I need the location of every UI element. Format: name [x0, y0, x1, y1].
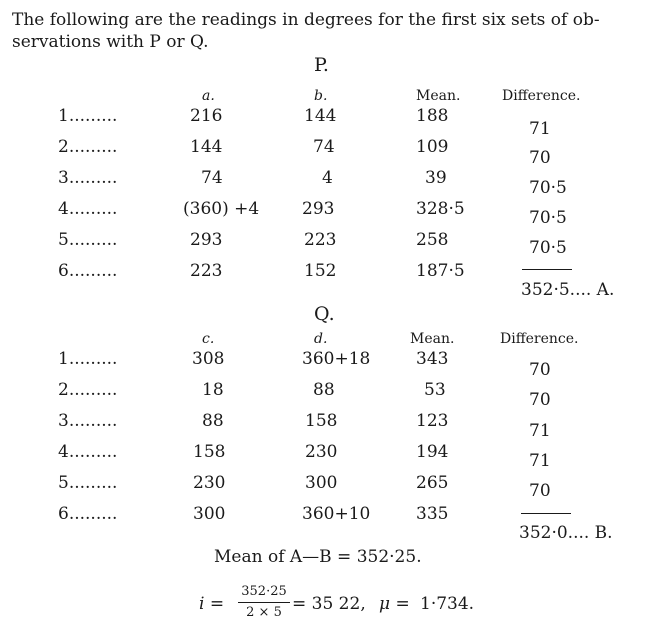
difference-value: 70	[529, 148, 551, 168]
difference-value: 70	[529, 390, 551, 410]
row-label: 1.........	[58, 349, 118, 369]
cell-b: 152	[304, 261, 337, 281]
cell-d: 158	[305, 411, 338, 431]
cell-c: 88	[202, 411, 224, 431]
cell-d: 88	[313, 380, 335, 400]
cell-b: 223	[304, 230, 337, 250]
cell-mean: 258	[416, 230, 449, 250]
cell-mean: 328·5	[416, 199, 465, 219]
difference-value: 70·5	[529, 178, 567, 198]
cell-mean: 194	[416, 442, 449, 462]
cell-a: 223	[190, 261, 223, 281]
table-p-header-a: a.	[202, 88, 215, 104]
cell-c: 300	[193, 504, 226, 524]
difference-value: 71	[529, 451, 551, 471]
table-q-total: 352·0.... B.	[519, 523, 613, 543]
cell-d: 230	[305, 442, 338, 462]
intro-line-1: The following are the readings in degrees for the first six sets of ob-	[12, 10, 600, 30]
cell-mean: 335	[416, 504, 449, 524]
row-label: 3.........	[58, 411, 118, 431]
cell-d: 360+10	[302, 504, 371, 524]
table-q-header-difference: Difference.	[500, 331, 579, 347]
cell-b: 4	[322, 168, 333, 188]
table-q-title: Q.	[314, 303, 335, 325]
i-denominator: 2 × 5	[246, 605, 282, 620]
fraction-bar	[238, 602, 290, 603]
row-label: 1.........	[58, 106, 118, 126]
cell-mean: 39	[425, 168, 447, 188]
row-label: 4.........	[58, 199, 118, 219]
cell-mean: 265	[416, 473, 449, 493]
intro-line-2: servations with P or Q.	[12, 32, 209, 52]
table-p-header-mean: Mean.	[416, 88, 461, 104]
difference-value: 70·5	[529, 238, 567, 258]
table-p-title: P.	[314, 54, 329, 76]
table-p-total: 352·5.... A.	[521, 280, 615, 300]
row-label: 3.........	[58, 168, 118, 188]
i-fraction	[234, 584, 294, 621]
cell-mean: 187·5	[416, 261, 465, 281]
sum-rule	[521, 513, 571, 514]
row-label: 4.........	[58, 442, 118, 462]
difference-value: 71	[529, 421, 551, 441]
cell-b: 144	[304, 106, 337, 126]
difference-value: 70·5	[529, 208, 567, 228]
cell-b: 293	[302, 199, 335, 219]
row-label: 5.........	[58, 473, 118, 493]
mu-value: 1·734.	[420, 594, 475, 614]
table-q-header-c: c.	[202, 331, 215, 347]
difference-value: 71	[529, 119, 551, 139]
cell-mean: 188	[416, 106, 449, 126]
cell-d: 360+18	[302, 349, 371, 369]
cell-a: 293	[190, 230, 223, 250]
row-label: 2.........	[58, 380, 118, 400]
row-label: 6.........	[58, 504, 118, 524]
cell-mean: 123	[416, 411, 449, 431]
sum-rule	[522, 269, 572, 270]
i-numerator: 352·25	[241, 584, 287, 599]
cell-c: 158	[193, 442, 226, 462]
row-label: 6.........	[58, 261, 118, 281]
table-q-header-d: d.	[314, 331, 328, 347]
cell-a: (360) +4	[183, 199, 260, 219]
cell-mean: 53	[424, 380, 446, 400]
cell-b: 74	[313, 137, 335, 157]
cell-c: 230	[193, 473, 226, 493]
cell-d: 300	[305, 473, 338, 493]
mean-of-a-minus-b: Mean of A—B = 352·25.	[214, 547, 422, 567]
table-p-header-b: b.	[314, 88, 328, 104]
mu-label: μ =	[379, 594, 410, 614]
difference-value: 70	[529, 481, 551, 501]
cell-c: 18	[202, 380, 224, 400]
i-rhs: = 35 22,	[292, 594, 366, 614]
cell-mean: 109	[416, 137, 449, 157]
cell-c: 308	[192, 349, 225, 369]
row-label: 2.........	[58, 137, 118, 157]
table-q-header-mean: Mean.	[410, 331, 455, 347]
cell-a: 144	[190, 137, 223, 157]
cell-a: 216	[190, 106, 223, 126]
i-lhs: i =	[199, 594, 225, 614]
table-p-header-difference: Difference.	[502, 88, 581, 104]
cell-mean: 343	[416, 349, 449, 369]
row-label: 5.........	[58, 230, 118, 250]
cell-a: 74	[201, 168, 223, 188]
difference-value: 70	[529, 360, 551, 380]
